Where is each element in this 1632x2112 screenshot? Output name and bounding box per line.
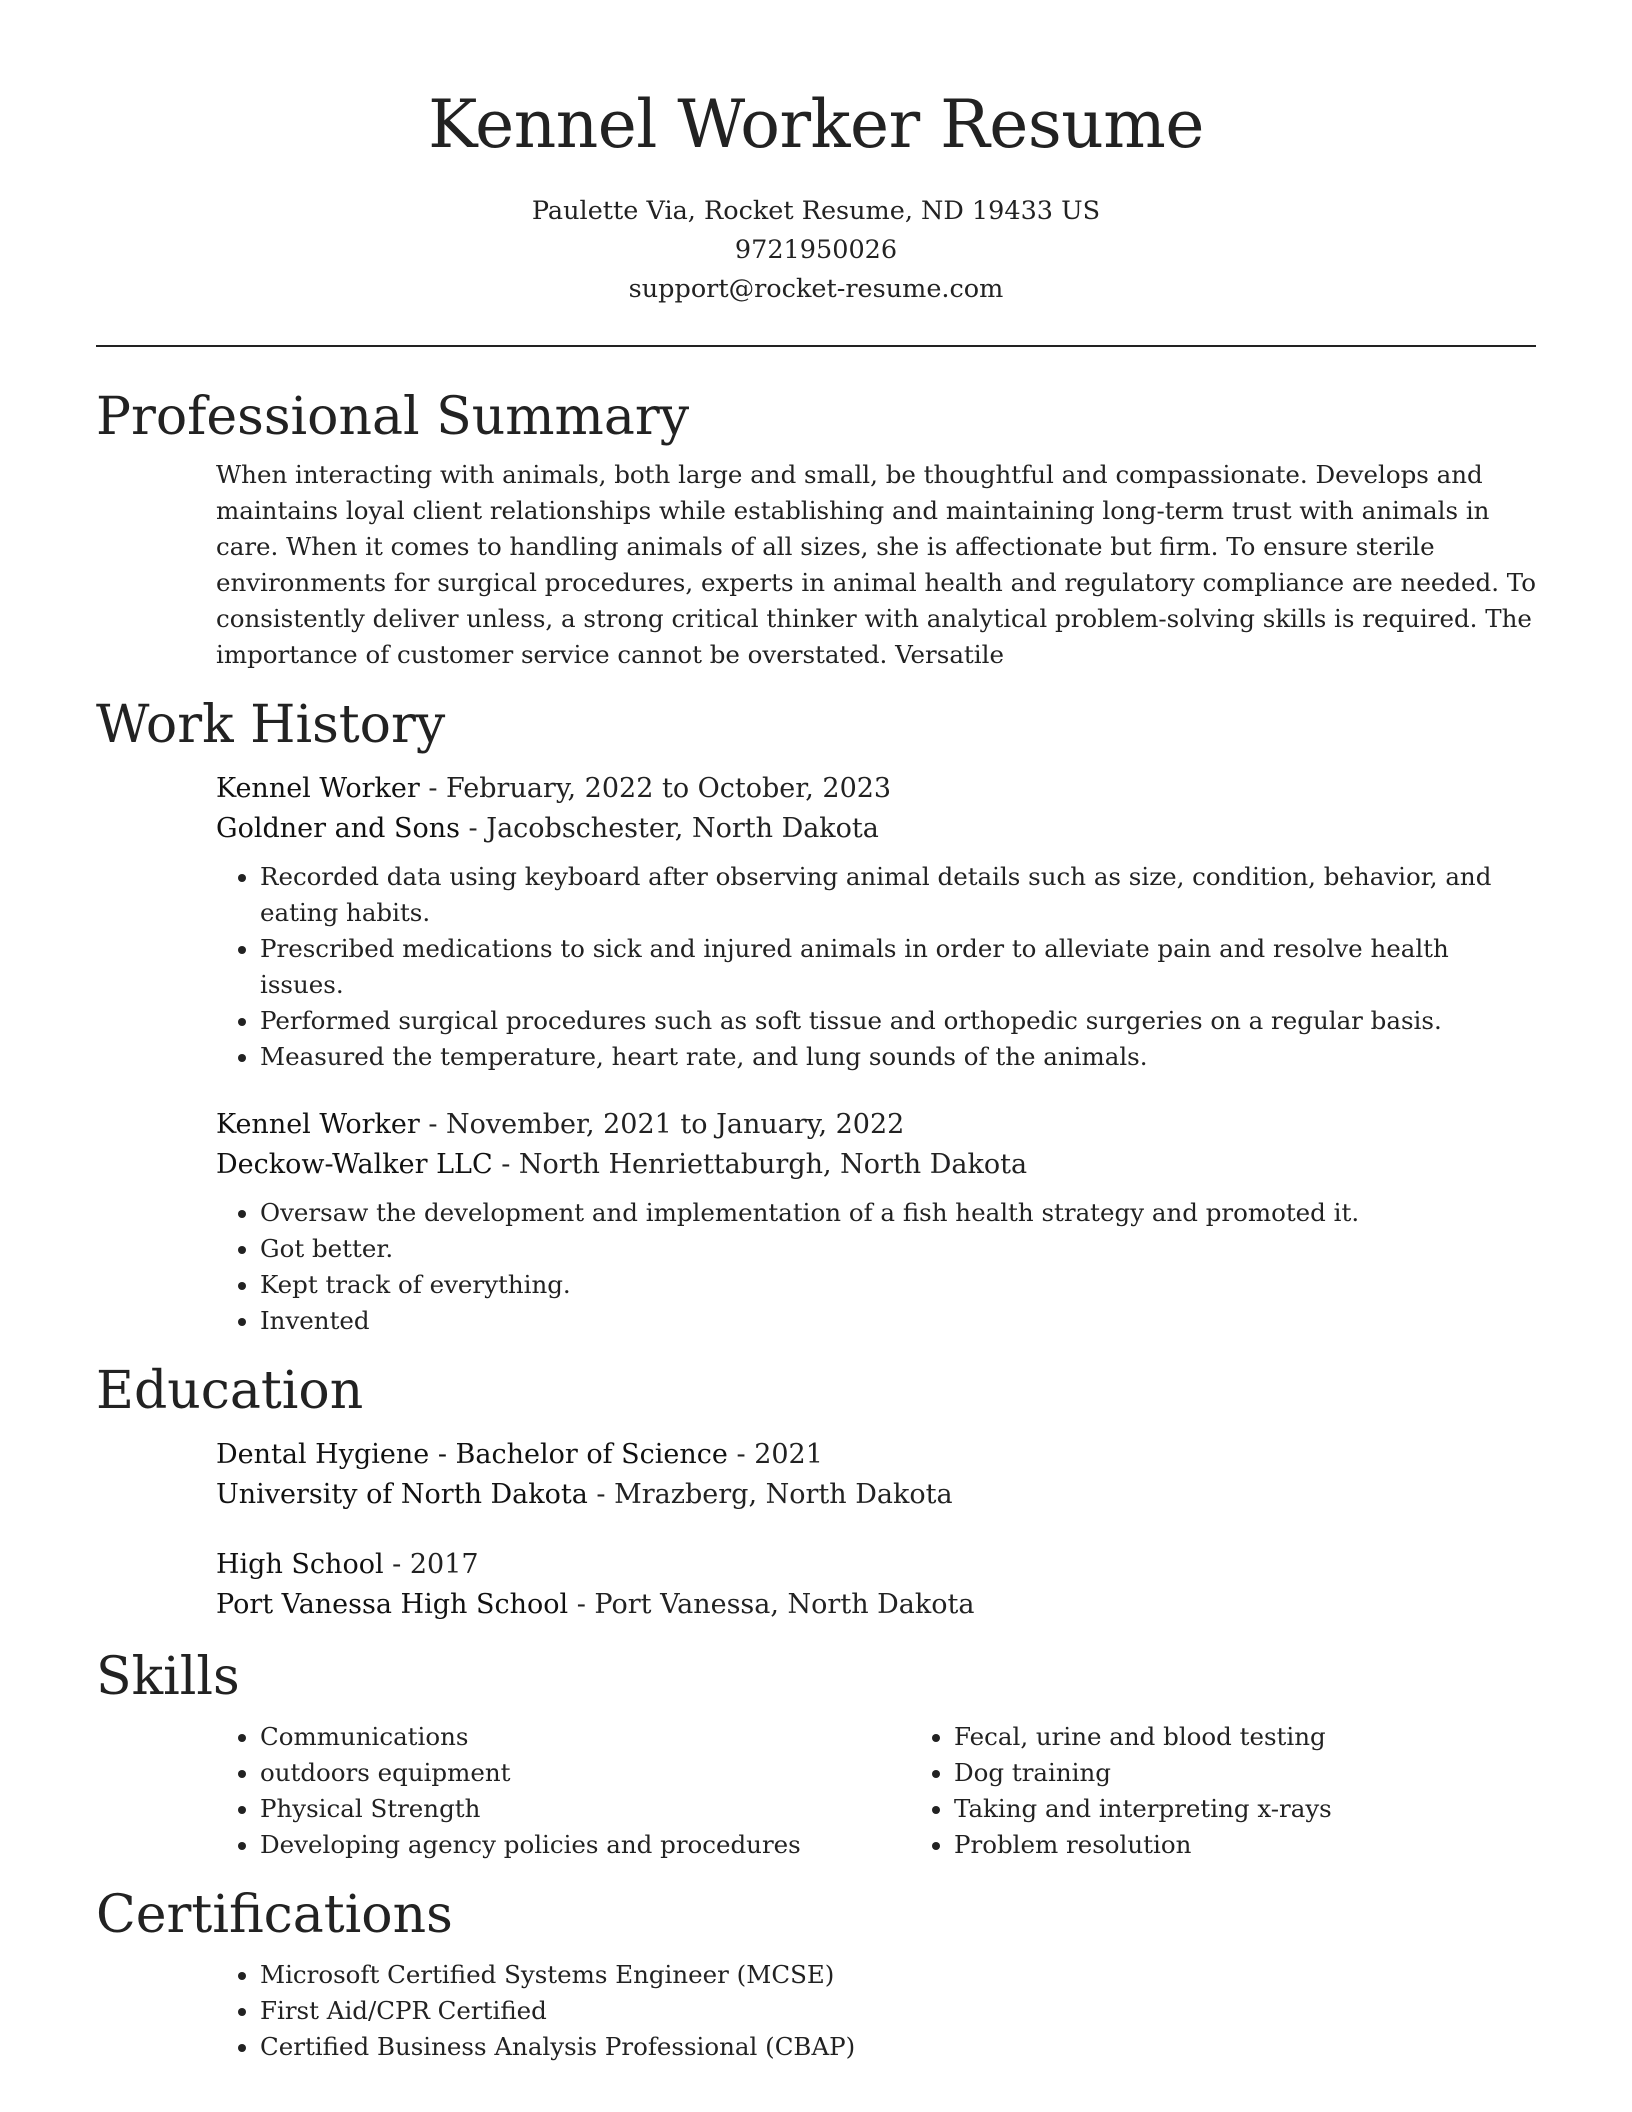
job-bullets <box>216 1195 1536 1339</box>
list-item: • Dog training <box>954 1755 1536 1791</box>
list-item: • Certified Business Analysis Professional (CBAP) <box>260 2029 1536 2065</box>
job-title-line <box>216 1105 1536 1145</box>
list-item: • Recorded data using keyboard after observing animal details such as size, condition, behavior, and eating habits. <box>260 859 1536 931</box>
education-heading: Education <box>96 1361 364 1421</box>
contact-block <box>0 192 1632 309</box>
certifications-list <box>216 1957 1536 2065</box>
job-title-line <box>216 769 1536 809</box>
resume-title: Kennel Worker Resume <box>428 86 1204 163</box>
job-company-line <box>216 809 1536 849</box>
school-name: Port Vanessa High School <box>216 1589 569 1620</box>
list-item: • Fecal, urine and blood testing <box>954 1719 1536 1755</box>
skills-list-left <box>216 1719 910 1863</box>
education-entry <box>216 1545 1536 1625</box>
job-position: Kennel Worker <box>216 1109 420 1140</box>
list-item: • Kept track of everything. <box>260 1267 1536 1303</box>
skills-grid <box>216 1709 1536 1863</box>
job-location: - Jacobschester, North Dakota <box>459 813 879 844</box>
degree-line <box>216 1435 1536 1475</box>
contact-phone: 9721950026 <box>734 235 898 265</box>
degree-year: - 2017 <box>383 1549 479 1580</box>
degree-year: - 2021 <box>727 1439 823 1470</box>
list-item: • Physical Strength <box>260 1791 910 1827</box>
job-position: Kennel Worker <box>216 773 420 804</box>
list-item: • Communications <box>260 1719 910 1755</box>
list-item: • Measured the temperature, heart rate, and lung sounds of the animals. <box>260 1039 1536 1075</box>
job-dates: - February, 2022 to October, 2023 <box>419 773 892 804</box>
degree-line <box>216 1545 1536 1585</box>
job-bullets <box>216 859 1536 1075</box>
skills-heading: Skills <box>96 1647 240 1707</box>
work-history-heading: Work History <box>96 695 446 755</box>
school-name: University of North Dakota <box>216 1479 588 1510</box>
education-entry <box>216 1435 1536 1515</box>
resume-header <box>0 0 1632 309</box>
header-divider <box>96 345 1536 347</box>
contact-email: support@rocket-resume.com <box>628 274 1004 304</box>
skills-list-right <box>910 1719 1536 1863</box>
job-entry <box>216 1105 1536 1339</box>
certifications-heading: Certifications <box>96 1885 453 1945</box>
list-item: • Invented <box>260 1303 1536 1339</box>
summary-section <box>96 385 1536 673</box>
list-item: • Problem resolution <box>954 1827 1536 1863</box>
job-company: Goldner and Sons <box>216 813 460 844</box>
list-item: • Developing agency policies and procedures <box>260 1827 910 1863</box>
list-item: • Taking and interpreting x-rays <box>954 1791 1536 1827</box>
job-company: Deckow-Walker LLC <box>216 1149 493 1180</box>
list-item: • First Aid/CPR Certified <box>260 1993 1536 2029</box>
degree-name: Dental Hygiene - Bachelor of Science <box>216 1439 728 1470</box>
school-line <box>216 1475 1536 1515</box>
summary-text: When interacting with animals, both large and small, be thoughtful and compassionate. Develops and maintains loyal client relationships while establishing and maintaining long-term trust with animals in care. When it comes to handling animals of all sizes, she is affectionate but firm. To ensure sterile environments for surgical procedures, experts in animal health and regulatory compliance are needed. To consistently deliver unless, a strong critical thinker with analytical problem-solving skills is required. The importance of customer service cannot be overstated. Versatile <box>216 460 1536 669</box>
job-dates: - November, 2021 to January, 2022 <box>419 1109 905 1140</box>
job-company-line <box>216 1145 1536 1185</box>
list-item: • Performed surgical procedures such as soft tissue and orthopedic surgeries on a regular basis. <box>260 1003 1536 1039</box>
list-item: • Got better. <box>260 1231 1536 1267</box>
list-item: • Oversaw the development and implementation of a fish health strategy and promoted it. <box>260 1195 1536 1231</box>
list-item: • outdoors equipment <box>260 1755 910 1791</box>
list-item: • Prescribed medications to sick and injured animals in order to alleviate pain and resolve health issues. <box>260 931 1536 1003</box>
summary-heading: Professional Summary <box>96 387 690 447</box>
contact-address: Paulette Via, Rocket Resume, ND 19433 US <box>531 196 1101 226</box>
job-entry <box>216 769 1536 1075</box>
skills-section <box>96 1645 1536 1863</box>
degree-name: High School <box>216 1549 384 1580</box>
school-location: - Port Vanessa, North Dakota <box>568 1589 975 1620</box>
work-history-section <box>96 693 1536 1339</box>
list-item: • Microsoft Certified Systems Engineer (MCSE) <box>260 1957 1536 1993</box>
certifications-section <box>96 1883 1536 2065</box>
education-section <box>96 1359 1536 1625</box>
school-line <box>216 1585 1536 1625</box>
school-location: - Mrazberg, North Dakota <box>587 1479 953 1510</box>
job-location: - North Henriettaburgh, North Dakota <box>492 1149 1028 1180</box>
